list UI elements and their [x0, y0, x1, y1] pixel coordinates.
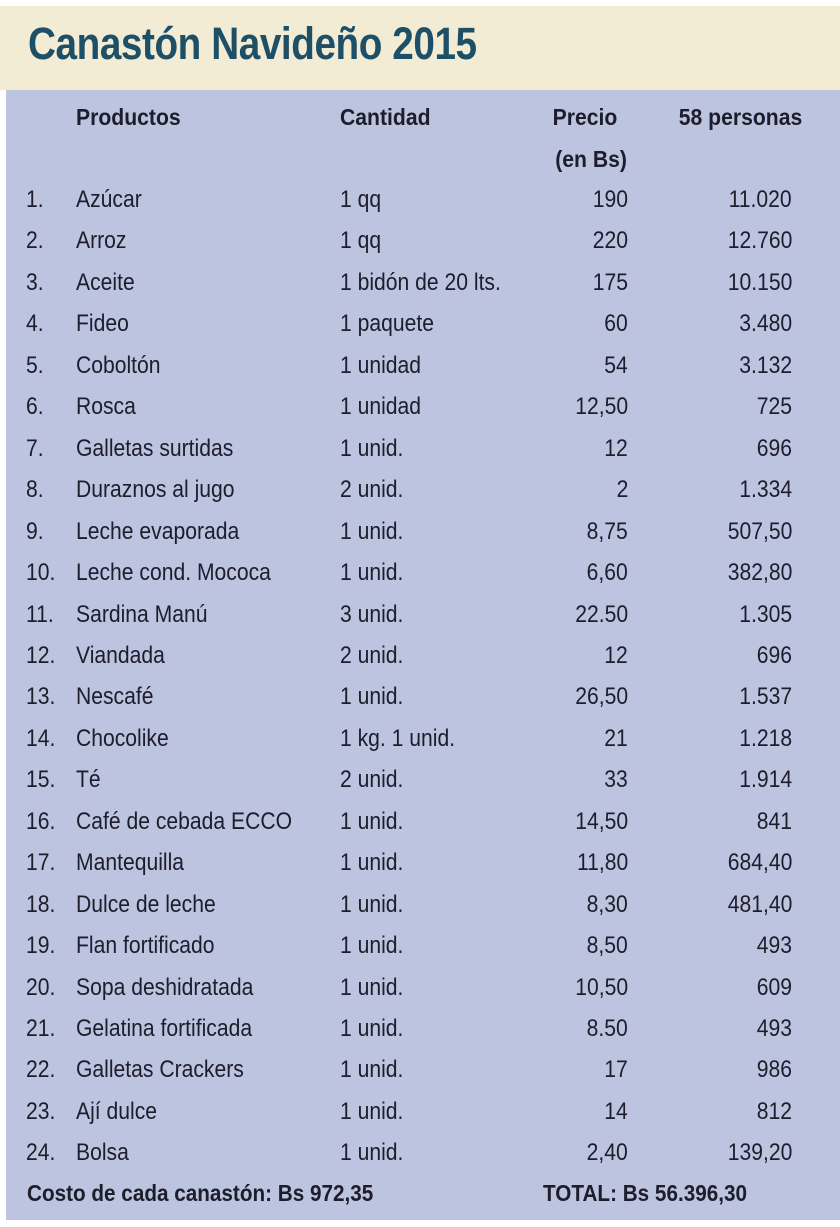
- row-total-58: 1.305: [739, 601, 792, 628]
- row-precio: 14,50: [575, 808, 628, 835]
- row-number: 18.: [26, 891, 56, 918]
- row-producto: Sardina Manú: [76, 601, 208, 628]
- row-number: 9.: [26, 518, 44, 545]
- row-producto: Rosca: [76, 393, 136, 420]
- row-cantidad: 2 unid.: [340, 642, 404, 669]
- row-precio: 10,50: [575, 974, 628, 1001]
- row-cantidad: 1 unid.: [340, 1139, 404, 1166]
- row-number: 13.: [26, 683, 56, 710]
- header-productos: Productos: [76, 104, 181, 130]
- row-cantidad: 1 paquete: [340, 310, 434, 337]
- row-precio: 54: [604, 352, 628, 379]
- row-cantidad: 1 unid.: [340, 891, 404, 918]
- row-number: 16.: [26, 808, 56, 835]
- row-number: 12.: [26, 642, 56, 669]
- row-number: 14.: [26, 725, 56, 752]
- row-producto: Viandada: [76, 642, 165, 669]
- row-total-58: 696: [756, 435, 792, 462]
- row-number: 10.: [26, 559, 56, 586]
- row-total-58: 1.218: [739, 725, 792, 752]
- row-total-58: 493: [756, 1015, 792, 1042]
- row-total-58: 1.914: [739, 766, 792, 793]
- row-precio: 12: [604, 642, 628, 669]
- row-number: 24.: [26, 1139, 56, 1166]
- row-cantidad: 1 bidón de 20 lts.: [340, 269, 501, 296]
- row-producto: Dulce de leche: [76, 891, 216, 918]
- row-producto: Té: [76, 766, 101, 793]
- row-precio: 220: [592, 227, 628, 254]
- row-precio: 33: [604, 766, 628, 793]
- page-title: Canastón Navideño 2015: [28, 18, 477, 69]
- row-total-58: 10.150: [727, 269, 792, 296]
- row-precio: 8,30: [586, 891, 628, 918]
- row-producto: Bolsa: [76, 1139, 129, 1166]
- row-precio: 12,50: [575, 393, 628, 420]
- row-cantidad: 1 unid.: [340, 974, 404, 1001]
- row-total-58: 481,40: [727, 891, 792, 918]
- row-cantidad: 1 unid.: [340, 435, 404, 462]
- row-cantidad: 2 unid.: [340, 766, 404, 793]
- row-precio: 6,60: [586, 559, 628, 586]
- row-cantidad: 1 unid.: [340, 932, 404, 959]
- row-producto: Coboltón: [76, 352, 161, 379]
- title-band: [0, 0, 840, 90]
- row-cantidad: 1 unidad: [340, 352, 422, 379]
- row-producto: Duraznos al jugo: [76, 476, 235, 503]
- row-cantidad: 1 unid.: [340, 518, 404, 545]
- row-cantidad: 1 unid.: [340, 1098, 404, 1125]
- row-cantidad: 1 unid.: [340, 808, 404, 835]
- row-cantidad: 1 unid.: [340, 849, 404, 876]
- row-total-58: 382,80: [727, 559, 792, 586]
- row-number: 7.: [26, 435, 44, 462]
- row-cantidad: 1 unidad: [340, 393, 422, 420]
- row-precio: 26,50: [575, 683, 628, 710]
- row-producto: Arroz: [76, 227, 127, 254]
- row-precio: 190: [592, 186, 628, 213]
- row-number: 2.: [26, 227, 44, 254]
- row-total-58: 841: [756, 808, 792, 835]
- row-precio: 21: [604, 725, 628, 752]
- row-number: 19.: [26, 932, 56, 959]
- row-cantidad: 1 unid.: [340, 683, 404, 710]
- row-number: 1.: [26, 186, 44, 213]
- row-precio: 2: [616, 476, 628, 503]
- row-total-58: 507,50: [727, 518, 792, 545]
- row-number: 5.: [26, 352, 44, 379]
- row-precio: 2,40: [586, 1139, 628, 1166]
- row-precio: 175: [592, 269, 628, 296]
- row-producto: Gelatina fortificada: [76, 1015, 253, 1042]
- row-cantidad: 1 qq: [340, 227, 382, 254]
- row-producto: Galletas Crackers: [76, 1056, 244, 1083]
- row-producto: Chocolike: [76, 725, 169, 752]
- row-precio: 60: [604, 310, 628, 337]
- row-total-58: 3.132: [739, 352, 792, 379]
- total-general: TOTAL: Bs 56.396,30: [543, 1180, 748, 1206]
- row-cantidad: 1 unid.: [340, 1015, 404, 1042]
- row-total-58: 609: [756, 974, 792, 1001]
- row-producto: Mantequilla: [76, 849, 185, 876]
- row-producto: Flan fortificado: [76, 932, 215, 959]
- row-total-58: 684,40: [727, 849, 792, 876]
- row-total-58: 696: [756, 642, 792, 669]
- row-producto: Azúcar: [76, 186, 142, 213]
- row-number: 3.: [26, 269, 44, 296]
- row-total-58: 3.480: [739, 310, 792, 337]
- row-total-58: 139,20: [727, 1139, 792, 1166]
- row-cantidad: 1 unid.: [340, 559, 404, 586]
- row-number: 20.: [26, 974, 56, 1001]
- row-cantidad: 1 unid.: [340, 1056, 404, 1083]
- row-precio: 17: [604, 1056, 628, 1083]
- row-cantidad: 1 kg. 1 unid.: [340, 725, 456, 752]
- row-total-58: 812: [756, 1098, 792, 1125]
- row-precio: 8,75: [586, 518, 628, 545]
- row-number: 6.: [26, 393, 44, 420]
- header-precio-unit: (en Bs): [555, 146, 627, 172]
- row-producto: Leche cond. Mococa: [76, 559, 271, 586]
- row-total-58: 986: [756, 1056, 792, 1083]
- row-total-58: 12.760: [727, 227, 792, 254]
- row-cantidad: 2 unid.: [340, 476, 404, 503]
- row-total-58: 725: [756, 393, 792, 420]
- row-total-58: 1.334: [739, 476, 792, 503]
- row-producto: Café de cebada ECCO: [76, 808, 293, 835]
- row-precio: 8.50: [586, 1015, 628, 1042]
- row-total-58: 11.020: [728, 186, 792, 213]
- header-cantidad: Cantidad: [340, 104, 431, 130]
- row-number: 22.: [26, 1056, 56, 1083]
- row-precio: 22.50: [575, 601, 628, 628]
- row-number: 23.: [26, 1098, 56, 1125]
- row-precio: 8,50: [586, 932, 628, 959]
- row-producto: Galletas surtidas: [76, 435, 234, 462]
- row-number: 15.: [26, 766, 56, 793]
- row-number: 17.: [26, 849, 56, 876]
- row-number: 11.: [26, 601, 54, 628]
- row-number: 4.: [26, 310, 44, 337]
- row-precio: 11,80: [576, 849, 628, 876]
- row-number: 8.: [26, 476, 44, 503]
- row-precio: 14: [604, 1098, 628, 1125]
- row-total-58: 1.537: [739, 683, 792, 710]
- row-producto: Fideo: [76, 310, 129, 337]
- row-producto: Nescafé: [76, 683, 154, 710]
- row-producto: Aceite: [76, 269, 135, 296]
- row-precio: 12: [604, 435, 628, 462]
- header-precio: Precio: [552, 104, 617, 130]
- row-cantidad: 3 unid.: [340, 601, 404, 628]
- row-producto: Ají dulce: [76, 1098, 158, 1125]
- row-total-58: 493: [756, 932, 792, 959]
- header-58-personas: 58 personas: [678, 104, 802, 130]
- row-producto: Sopa deshidratada: [76, 974, 254, 1001]
- costo-canaston: Costo de cada canastón: Bs 972,35: [27, 1180, 374, 1206]
- row-producto: Leche evaporada: [76, 518, 240, 545]
- row-number: 21.: [26, 1015, 56, 1042]
- row-cantidad: 1 qq: [340, 186, 382, 213]
